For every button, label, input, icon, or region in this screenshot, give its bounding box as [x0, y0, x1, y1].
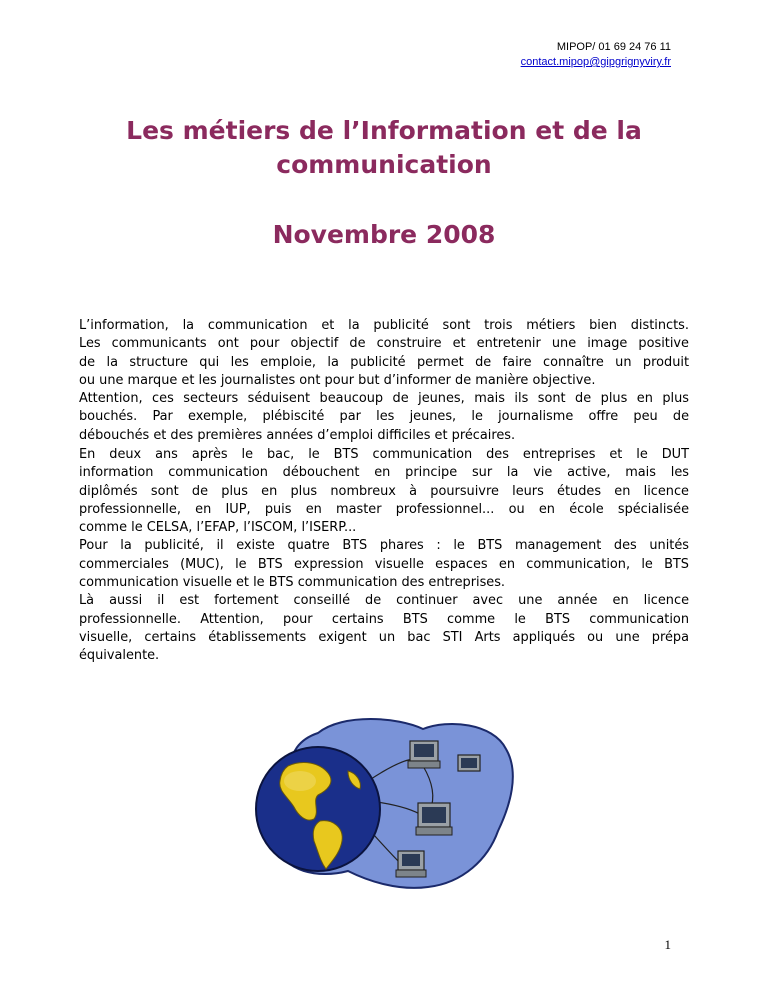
computer-icon: [396, 851, 426, 877]
text-line: commerciales (MUC), le BTS expression visuelle espaces en communication, le BTS: [79, 556, 689, 572]
title-line-1: Les métiers de l’Information et de la: [126, 116, 642, 145]
text-line: Pour la publicité, il existe quatre BTS phares : le BTS management des unités: [79, 538, 689, 554]
text-line: professionnelle. Attention, pour certains BTS comme le BTS communication: [79, 611, 689, 627]
computer-icon: [408, 741, 440, 768]
page-number: 1: [664, 937, 671, 952]
text-line: Attention, ces secteurs séduisent beaucoup de jeunes, mais ils sont de plus en plus: [79, 391, 689, 407]
text-line: diplômés sont de plus en plus nombreux à poursuivre leurs études en licence: [79, 483, 689, 499]
text-line: En deux ans après le bac, le BTS communication des entreprises et le DUT: [79, 447, 689, 462]
text-line: Les communicants ont pour objectif de construire et entretenir une image positive: [79, 336, 689, 352]
header-email-link[interactable]: contact.mipop@gipgrignyviry.fr: [520, 56, 671, 68]
text-line: comme le CELSA, l’EFAP, l’ISCOM, l’ISERP...: [79, 520, 357, 536]
text-line: Là aussi il est fortement conseillé de continuer avec une année en licence: [79, 593, 689, 609]
text-line: équivalente.: [79, 648, 160, 664]
paragraph-studies: [79, 446, 689, 666]
text-line: L’information, la communication et la publicité sont trois métiers bien distincts.: [79, 318, 689, 333]
text-line: information communication débouchent en principe sur la vie active, mais les: [79, 465, 689, 481]
document-date: Novembre 2008: [272, 220, 496, 249]
globe-icon: [256, 747, 380, 871]
text-line: professionnelle, en IUP, puis en master professionnel... ou en école spécialisée: [79, 501, 689, 517]
globe-network-icon: [248, 711, 520, 891]
text-line: ou une marque et les journalistes ont pour but d’informer de manière objective.: [79, 372, 596, 388]
paragraph-intro: [79, 317, 689, 445]
text-line: communication visuelle et le BTS communication des entreprises.: [79, 575, 506, 591]
title-line-2: communication: [276, 150, 492, 179]
computer-icon: [458, 755, 480, 771]
text-line: bouchés. Par exemple, plébiscité par les jeunes, le journalisme offre peu de: [79, 409, 689, 425]
header-phone: MIPOP/ 01 69 24 76 11: [556, 41, 671, 53]
page-header: [521, 40, 671, 70]
computer-icon: [416, 803, 452, 835]
text-line: visuelle, certains établissements exigent un bac STI Arts appliqués ou une prépa: [79, 629, 689, 645]
text-line: de la structure qui les emploie, la publicité permet de faire connaître un produit: [79, 354, 689, 370]
document-title: [90, 114, 678, 182]
text-line: débouchés et des premières années d’emploi difficiles et précaires.: [79, 427, 516, 443]
